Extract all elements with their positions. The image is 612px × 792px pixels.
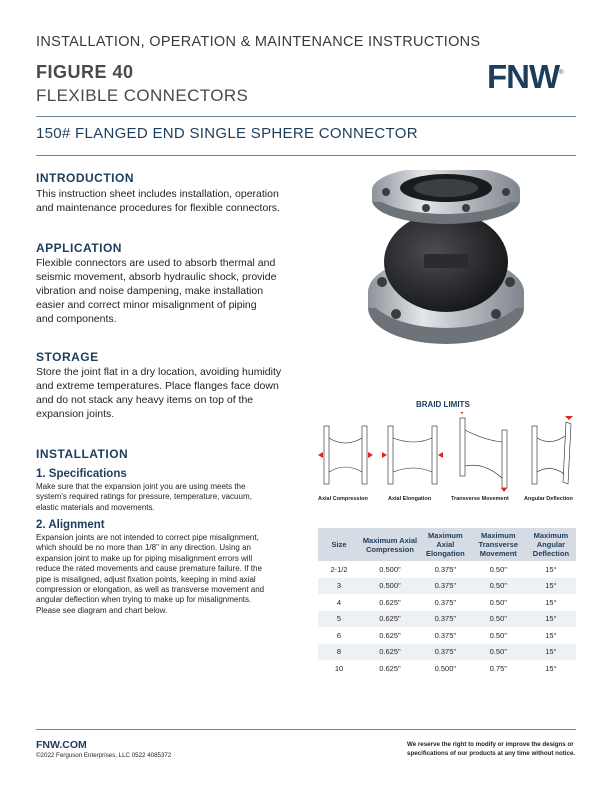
table-cell: 2-1/2 xyxy=(330,564,348,574)
movement-limits-table xyxy=(318,528,576,677)
specifications-line: system's required ratings for pressure, temperature, vacuum, xyxy=(36,492,252,502)
application-line: and components. xyxy=(36,313,117,325)
table-row xyxy=(318,644,576,661)
table-cell: 3 xyxy=(318,578,360,595)
specifications-line: elastic materials and movements. xyxy=(36,502,155,512)
table-header: Maximum Axial Elongation xyxy=(420,528,471,561)
introduction-text xyxy=(36,187,280,215)
table-cell: 0.500" xyxy=(434,663,457,673)
braid-label-elongation: Axial Elongation xyxy=(388,496,432,502)
table-cell: 15° xyxy=(545,630,557,640)
table-header: Maximum Angular Deflection xyxy=(526,528,576,561)
storage-text xyxy=(36,365,281,421)
braid-limits-diagram xyxy=(318,412,580,494)
table-cell: 0.625" xyxy=(360,611,420,628)
table-cell: 0.625" xyxy=(379,630,401,640)
document-kicker: INSTALLATION, OPERATION & MAINTENANCE INSTRUCTIONS xyxy=(36,34,481,50)
footer-disclaimer xyxy=(407,740,577,758)
logo-mark: ® xyxy=(559,70,563,76)
braid-limits-title: BRAID LIMITS xyxy=(416,400,470,409)
specifications-line: Make sure that the expansion joint you are using meets the xyxy=(36,482,246,491)
table-cell: 0.625" xyxy=(379,663,401,673)
figure-name: FLEXIBLE CONNECTORS xyxy=(36,86,249,105)
specifications-text xyxy=(36,482,252,513)
table-cell: 15° xyxy=(526,644,576,661)
specifications-heading: 1. Specifications xyxy=(36,468,127,480)
divider-title xyxy=(36,155,576,156)
application-heading: APPLICATION xyxy=(36,241,122,255)
alignment-line: angular deflection when trying to make up for misalignments. xyxy=(36,595,252,605)
footer-site-link[interactable]: FNW.COM xyxy=(36,739,87,751)
alignment-line: reduce the rated movements and cause premature failure. If the xyxy=(36,564,262,574)
alignment-line: Expansion joints are not intended to correct pipe misalignment, xyxy=(36,533,259,542)
table-row xyxy=(318,594,576,611)
introduction-line: This instruction sheet includes installation, operation xyxy=(36,188,279,200)
alignment-line: expansion joint to make up for piping misalignment errors will xyxy=(36,553,253,563)
storage-line: Store the joint flat in a dry location, avoiding humidity xyxy=(36,366,282,378)
table-cell: 0.50" xyxy=(471,644,526,661)
table-row xyxy=(318,660,576,677)
table-cell: 0.625" xyxy=(379,597,401,607)
page-title: 150# FLANGED END SINGLE SPHERE CONNECTOR xyxy=(36,125,418,142)
alignment-line: Please see diagram and chart below. xyxy=(36,605,168,615)
braid-label-compression: Axial Compression xyxy=(318,496,368,502)
table-cell: 0.50" xyxy=(489,630,507,640)
figure-number: FIGURE 40 xyxy=(36,62,134,82)
table-cell: 0.50" xyxy=(489,564,507,574)
connector-photo xyxy=(356,170,536,350)
application-line: easier and correct minor misalignment of piping xyxy=(36,299,257,311)
table-cell: 0.375" xyxy=(434,597,457,607)
fnw-logo xyxy=(487,58,563,96)
braid-label-angular: Angular Deflection xyxy=(524,496,573,502)
divider-footer xyxy=(36,729,576,730)
table-cell: 15° xyxy=(545,564,557,574)
braid-label-transverse: Transverse Movement xyxy=(451,496,509,502)
table-cell: 0.75" xyxy=(489,663,507,673)
application-line: seismic movement, absorb hydraulic shock, provide xyxy=(36,271,277,283)
alignment-text xyxy=(36,533,264,616)
application-line: Flexible connectors are used to absorb thermal and xyxy=(36,257,276,269)
installation-heading: INSTALLATION xyxy=(36,447,129,461)
table-header: Size xyxy=(318,528,360,561)
table-cell: 8 xyxy=(318,644,360,661)
application-text xyxy=(36,256,276,326)
table-cell: 0.375" xyxy=(434,564,457,574)
table-cell: 0.500" xyxy=(379,564,401,574)
storage-line: and extreme temperatures. Place flanges face down xyxy=(36,380,279,392)
table-header: Maximum Axial Compression xyxy=(360,528,420,561)
table-row xyxy=(318,627,576,644)
introduction-line: and maintenance procedures for flexible connectors. xyxy=(36,202,280,214)
logo-text: FNW xyxy=(487,58,560,95)
alignment-line: pipe is misaligned, adjust fixation points, keeping in mind axial xyxy=(36,574,256,584)
storage-heading: STORAGE xyxy=(36,350,99,364)
table-header: Maximum Transverse Movement xyxy=(471,528,526,561)
storage-line: expansion joints. xyxy=(36,408,115,420)
storage-line: and do not stack any heavy items on top of the xyxy=(36,394,254,406)
table-cell: 5 xyxy=(318,611,360,628)
table-cell: 15° xyxy=(545,597,557,607)
table-cell: 6 xyxy=(336,630,342,640)
disclaimer-line: We reserve the right to modify or improve the designs or xyxy=(407,741,574,748)
disclaimer-line: specifications of our products at any time without notice. xyxy=(407,750,576,757)
table-cell: 0.375" xyxy=(434,630,457,640)
alignment-line: compression or elongation, as well as transverse movement and xyxy=(36,585,265,595)
alignment-heading: 2. Alignment xyxy=(36,519,105,531)
table-cell: 15° xyxy=(545,663,557,673)
table-cell: 10 xyxy=(334,663,344,673)
table-cell: 0.375" xyxy=(420,644,471,661)
table-cell: 15° xyxy=(526,611,576,628)
table-cell: 0.50" xyxy=(471,578,526,595)
table-cell: 4 xyxy=(336,597,342,607)
table-cell: 15° xyxy=(526,578,576,595)
table-cell: 0.50" xyxy=(489,597,507,607)
table-cell: 0.625" xyxy=(360,644,420,661)
table-row xyxy=(318,611,576,628)
table-row xyxy=(318,578,576,595)
alignment-line: which should be no more than 1/8" in any direction. Using an xyxy=(36,543,251,553)
table-cell: 0.50" xyxy=(471,611,526,628)
table-row xyxy=(318,561,576,578)
introduction-heading: INTRODUCTION xyxy=(36,171,134,185)
table-cell: 0.375" xyxy=(420,611,471,628)
footer-copyright: ©2022 Ferguson Enterprises, LLC 0522 4085372 xyxy=(36,752,172,759)
table-cell: 0.375" xyxy=(420,578,471,595)
divider-top xyxy=(36,116,576,117)
table-cell: 0.500" xyxy=(360,578,420,595)
application-line: vibration and noise dampening, make installation xyxy=(36,285,264,297)
table-header-row xyxy=(318,528,576,561)
